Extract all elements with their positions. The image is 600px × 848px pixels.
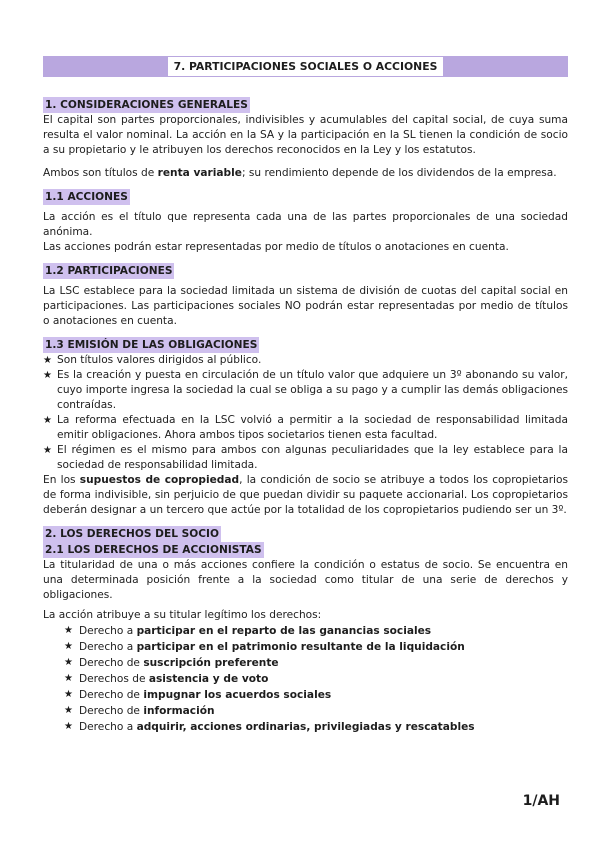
title-bar <box>43 56 568 77</box>
paragraph-acciones-representacion: Las acciones podrán estar representadas por medio de títulos o anotaciones en cuenta. <box>43 241 509 253</box>
paragraph-copropiedad: En los supuestos de copropiedad, la condición de socio se atribuye a todos los copropietarios de forma indivisible, sin perjuicio de que puedan dividir su paquete accionarial. Los copropietarios deberán designar a un tercero que actúe por la totalidad de los copropietarios pudiendo ser un 3º. <box>43 474 568 516</box>
list-item: ★ Derecho a participar en el reparto de las ganancias sociales <box>64 623 568 639</box>
bold-renta-variable: renta variable <box>157 167 242 179</box>
section-heading-obligaciones: 1.3 EMISIÓN DE LAS OBLIGACIONES <box>45 339 258 351</box>
paragraph-accion-definicion: La acción es el título que representa cada una de las partes proporcionales de una sociedad anónima. <box>43 211 568 238</box>
list-item: ★ Derecho a participar en el patrimonio resultante de la liquidación <box>64 639 568 655</box>
section-heading-derechos-accionistas: 2.1 LOS DERECHOS DE ACCIONISTAS <box>45 544 262 556</box>
paragraph-participaciones: La LSC establece para la sociedad limitada un sistema de división de cuotas del capital social en participaciones. Las participaciones sociales NO podrán estar representadas por medio de títulos o anotaciones en cuenta. <box>43 285 568 327</box>
bold-copropiedad: supuestos de copropiedad <box>79 474 240 486</box>
section-heading-acciones: 1.1 ACCIONES <box>45 191 128 203</box>
obligaciones-list <box>43 353 568 473</box>
paragraph-derechos-intro: La acción atribuye a su titular legítimo los derechos: <box>43 609 322 621</box>
section-heading-consideraciones: 1. CONSIDERACIONES GENERALES <box>45 99 248 111</box>
paragraph-renta-variable: Ambos son títulos de renta variable; su rendimiento depende de los dividendos de la empresa. <box>43 167 557 179</box>
list-item: ★ Derecho de información <box>64 703 568 719</box>
list-item: ★ El régimen es el mismo para ambos con algunas peculiaridades que la ley establece para la sociedad de responsabilidad limitada. <box>43 443 568 473</box>
page-number: 1/AH <box>522 793 560 809</box>
document-page <box>43 56 568 735</box>
rights-list <box>64 623 568 735</box>
list-item: ★ Derecho de suscripción preferente <box>64 655 568 671</box>
paragraph-titularidad: La titularidad de una o más acciones confiere la condición o estatus de socio. Se encuentra en una determinada posición frente a la sociedad como titular de una serie de derechos y obligaciones. <box>43 559 568 601</box>
paragraph-capital: El capital son partes proporcionales, indivisibles y acumulables del capital social, de cuya suma resulta el valor nominal. La acción en la SA y la participación en la SL tienen la condición de socio a su propietario y le atribuyen los derechos reconocidos en la Ley y los estatutos. <box>43 114 568 156</box>
list-item: ★ Son títulos valores dirigidos al público. <box>43 353 568 368</box>
list-item: ★ Derecho a adquirir, acciones ordinarias, privilegiadas y rescatables <box>64 719 568 735</box>
list-item: ★ Es la creación y puesta en circulación de un título valor que adquiere un 3º abonando su valor, cuyo importe ingresa la sociedad la cual se obliga a su pago y a cumplir las demás obligaciones contraídas. <box>43 368 568 413</box>
section-heading-derechos-socio: 2. LOS DERECHOS DEL SOCIO <box>45 528 219 540</box>
list-item: ★ Derecho de impugnar los acuerdos sociales <box>64 687 568 703</box>
list-item: ★ Derechos de asistencia y de voto <box>64 671 568 687</box>
section-heading-participaciones: 1.2 PARTICIPACIONES <box>45 265 173 277</box>
document-title: 7. PARTICIPACIONES SOCIALES O ACCIONES <box>168 57 444 76</box>
list-item: ★ La reforma efectuada en la LSC volvió a permitir a la sociedad de responsabilidad limitada emitir obligaciones. Ahora ambos tipos societarios tienen esta facultad. <box>43 413 568 443</box>
